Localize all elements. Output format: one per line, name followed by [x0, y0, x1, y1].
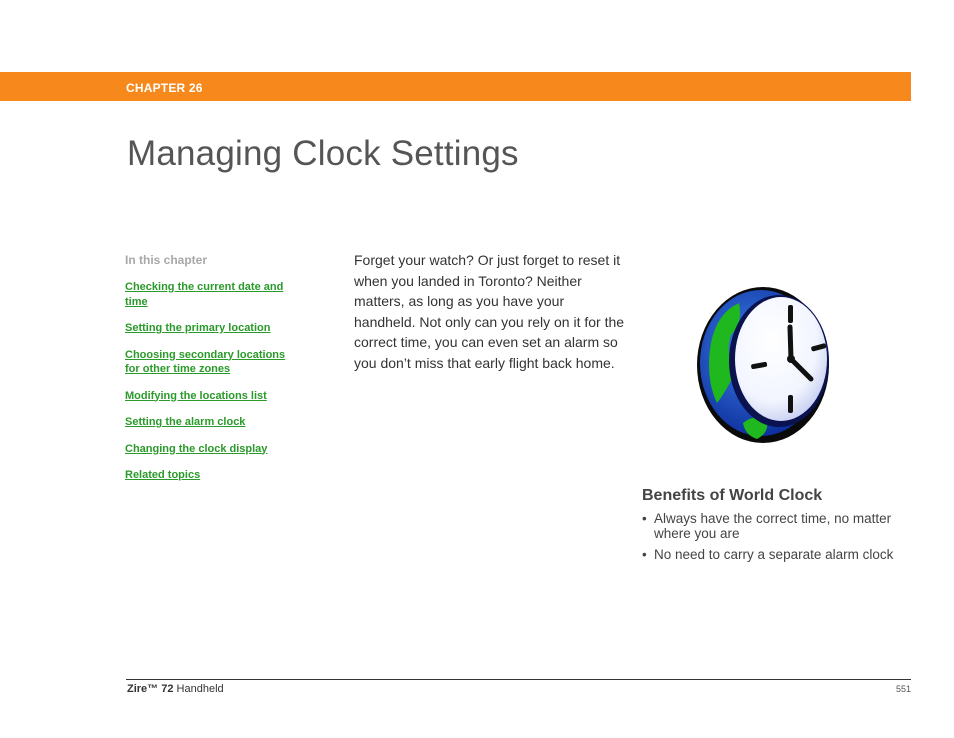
toc-link-alarm-clock[interactable]: Setting the alarm clock: [125, 416, 246, 428]
page-title: Managing Clock Settings: [127, 134, 519, 173]
bullet-glyph: •: [642, 511, 647, 526]
footer-product-suffix: Handheld: [176, 683, 224, 695]
benefit-text: Always have the correct time, no matter where you are: [654, 511, 892, 541]
world-clock-icon: [695, 283, 840, 453]
benefit-item: [642, 547, 902, 562]
toc-link-primary-location[interactable]: Setting the primary location: [125, 322, 271, 334]
bullet-glyph: •: [642, 547, 647, 562]
toc-link-modifying-locations[interactable]: Modifying the locations list: [125, 389, 267, 402]
benefits-title: Benefits of World Clock: [642, 487, 823, 504]
benefit-item: [642, 511, 902, 541]
toc-heading: In this chapter: [125, 253, 208, 267]
chapter-label: CHAPTER 26: [126, 81, 203, 95]
benefits-box: [642, 487, 902, 568]
chapter-contents: [125, 253, 300, 495]
benefit-text: No need to carry a separate alarm clock: [654, 547, 894, 562]
footer-divider: [126, 679, 911, 680]
toc-link-clock-display[interactable]: Changing the clock display: [125, 442, 268, 455]
toc-link-related-topics[interactable]: Related topics: [125, 469, 201, 481]
chapter-banner: [0, 72, 911, 101]
toc-link-secondary-locations[interactable]: Choosing secondary locations for other time zones: [125, 348, 286, 375]
footer-product: [127, 683, 224, 695]
toc-link-checking-date-time[interactable]: Checking the current date and time: [125, 281, 284, 308]
intro-paragraph: Forget your watch? Or just forget to reset it when you landed in Toronto? Neither matters, as long as you have your handheld. Not only can you rely on it for the correct time, you can even set an alarm so you don’t miss that early flight back home.: [354, 252, 625, 371]
footer-product-name: Zire™ 72: [127, 683, 174, 695]
page-number: 551: [895, 684, 911, 694]
